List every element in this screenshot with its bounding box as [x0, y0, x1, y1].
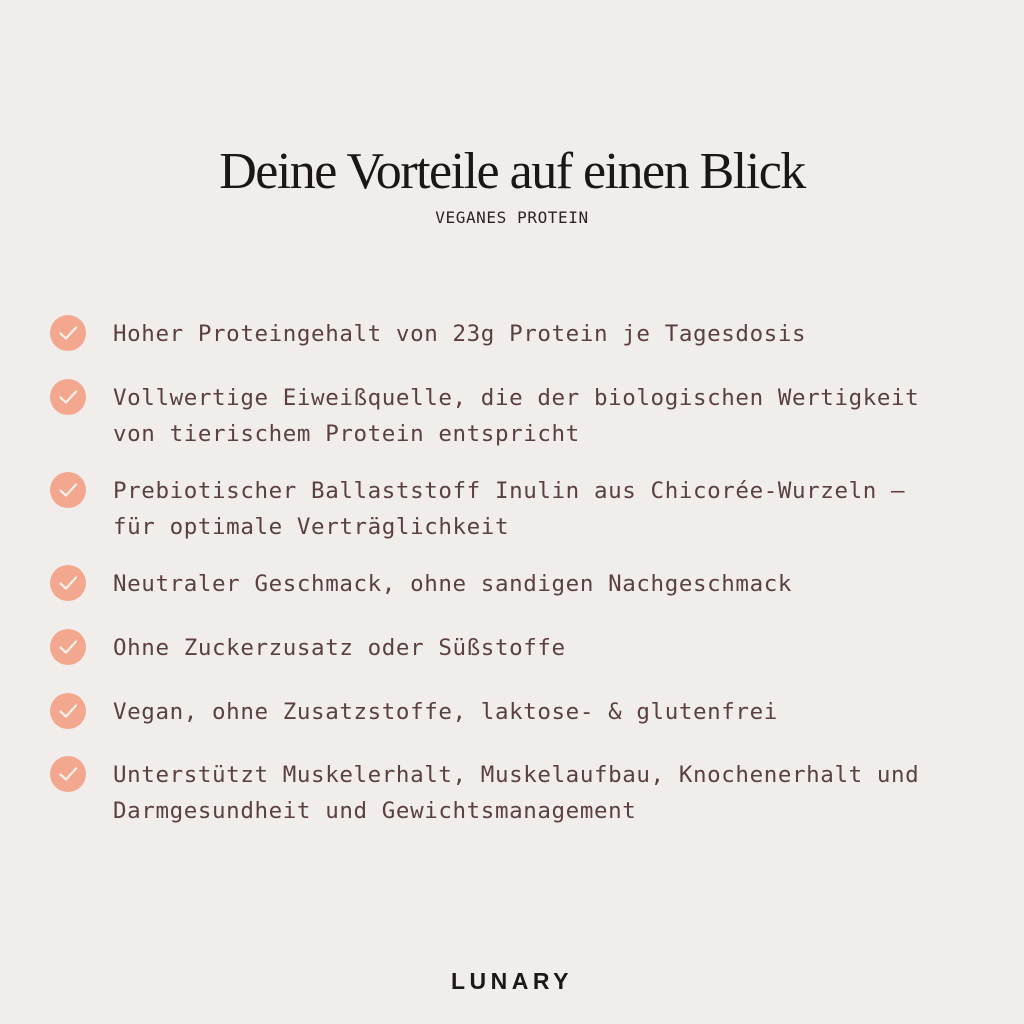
page-subtitle: VEGANES PROTEIN: [435, 208, 589, 227]
benefit-text: Hoher Proteingehalt von 23g Protein je Tagesdosis: [113, 321, 807, 347]
check-circle-icon: [50, 756, 86, 792]
check-circle-icon: [50, 693, 86, 729]
check-circle-icon: [50, 379, 86, 415]
benefit-text: Ohne Zuckerzusatz oder Süßstoffe: [113, 635, 566, 661]
brand-logo: LUNARY: [451, 968, 573, 994]
benefit-text: Neutraler Geschmack, ohne sandigen Nachgeschmack: [113, 571, 793, 597]
check-circle-icon: [50, 472, 86, 508]
benefit-text: Unterstützt Muskelerhalt, Muskelaufbau, Knochenerhalt und Darmgesundheit und Gewichtsmanagement: [113, 762, 920, 824]
benefit-text: Vollwertige Eiweißquelle, die der biologischen Wertigkeit von tierischem Protein entspricht: [113, 385, 920, 447]
check-circle-icon: [50, 629, 86, 665]
check-circle-icon: [50, 315, 86, 351]
benefit-text: Prebiotischer Ballaststoff Inulin aus Chicorée-Wurzeln – für optimale Verträglichkeit: [113, 478, 906, 540]
benefit-text: Vegan, ohne Zusatzstoffe, laktose- & glutenfrei: [113, 699, 778, 725]
check-circle-icon: [50, 565, 86, 601]
page-title: Deine Vorteile auf einen Blick: [219, 143, 805, 200]
